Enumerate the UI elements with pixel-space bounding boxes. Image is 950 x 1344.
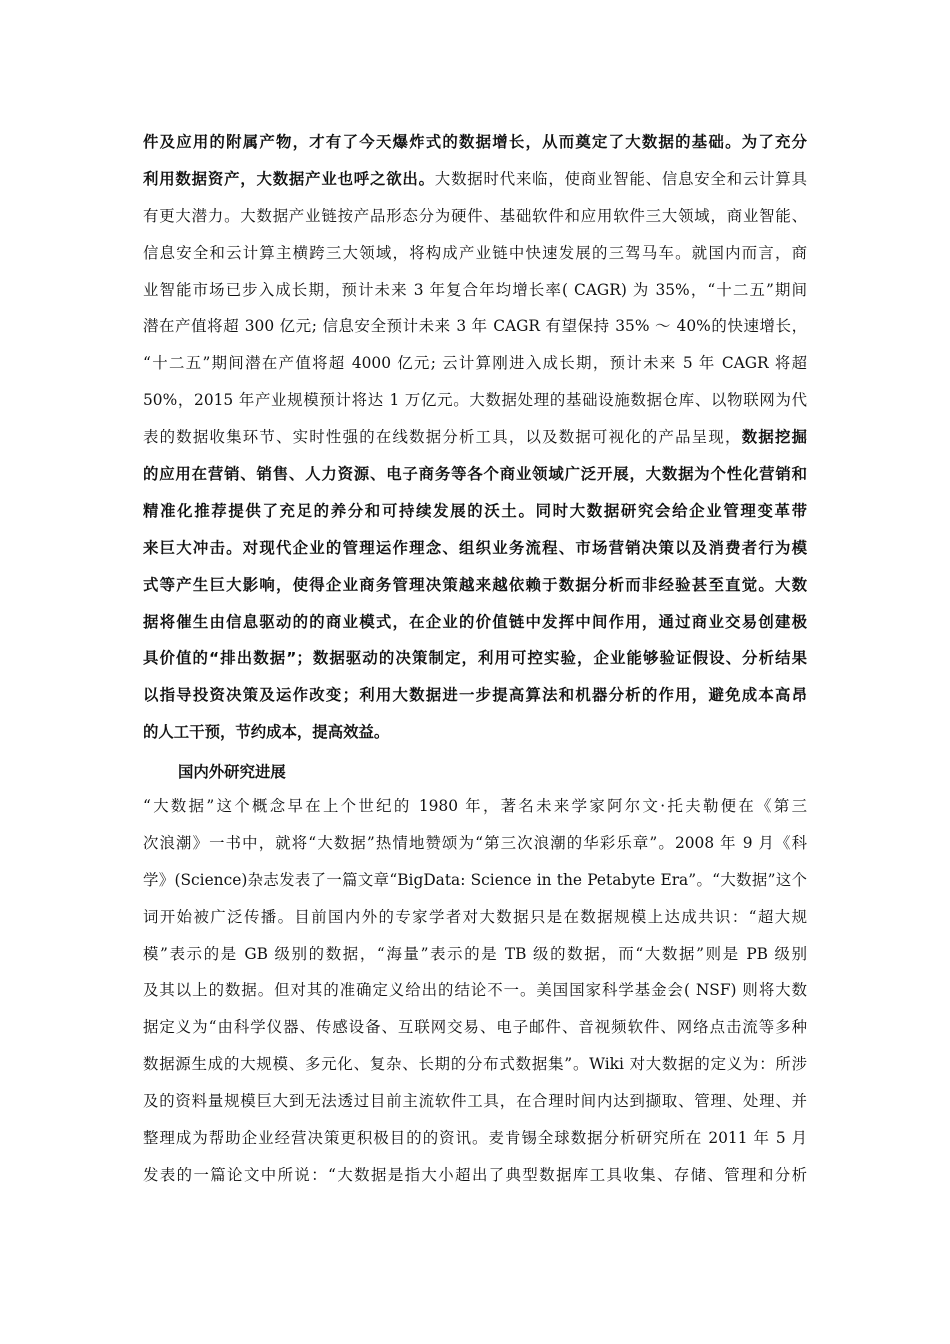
text-line <box>143 604 807 641</box>
text-run: 表的数据收集环节、实时性强的在线数据分析工具，以及数据可视化的产品呈现， <box>143 428 742 447</box>
section-heading: 国内外研究进展 <box>178 763 286 781</box>
bold-text-run: 的人工干预，节约成本，提高效益。 <box>143 723 390 742</box>
text-run: 数据源生成的大规模、多元化、复杂、长期的分布式数据集”。Wiki 对大数据的定义为：所涉 <box>143 1055 807 1074</box>
bold-text-run: 式等产生巨大影响，使得企业商务管理决策越来越依赖于数据分析而非经验甚至直觉。大数 <box>143 575 807 594</box>
text-line <box>143 1157 807 1194</box>
text-line <box>143 899 807 936</box>
text-line <box>143 198 807 235</box>
text-run: 词开始被广泛传播。目前国内外的专家学者对大数据只是在数据规模上达成共识：“超大规 <box>143 907 807 926</box>
text-run: 整理成为帮助企业经营决策更积极目的的资讯。麦肯锡全球数据分析研究所在 2011 年 5 月 <box>143 1129 807 1148</box>
text-run: 信息安全和云计算主横跨三大领域，将构成产业链中快速发展的三驾马车。就国内而言，商 <box>143 243 807 262</box>
text-line <box>143 1009 807 1046</box>
text-line <box>143 272 807 309</box>
text-line <box>143 161 807 198</box>
text-line <box>143 530 807 567</box>
text-line <box>143 936 807 973</box>
text-run: 及其以上的数据。但对其的准确定义给出的结论不一。美国国家科学基金会( NSF) 则将大数 <box>143 981 807 1000</box>
text-run: 业智能市场已步入成长期，预计未来 3 年复合年均增长率( CAGR) 为 35%，“十二五”期间 <box>143 280 807 299</box>
bold-text-run: 据将催生由信息驱动的的商业模式，在企业的价值链中发挥中间作用，通过商业交易创建极 <box>143 612 807 631</box>
text-line <box>143 235 807 272</box>
text-run: 及的资料量规模巨大到无法透过目前主流软件工具，在合理时间内达到撷取、管理、处理、并 <box>143 1092 807 1111</box>
text-run: 学》(Science)杂志发表了一篇文章“BigData: Science in the Petabyte Era”。“大数据”这个 <box>143 870 807 889</box>
text-line <box>143 788 807 825</box>
text-line <box>143 493 807 530</box>
text-run: “大数据”这个概念早在上个世纪的 1980 年，著名未来学家阿尔文·托夫勒便在《第三 <box>143 797 807 815</box>
bold-text-run: 具价值的“排出数据”；数据驱动的决策制定，利用可控实验，企业能够验证假设、分析结果 <box>143 649 807 668</box>
text-run: 有更大潜力。大数据产业链按产品形态分为硬件、基础软件和应用软件三大领域，商业智能、 <box>143 206 807 225</box>
bold-text-run: 来巨大冲击。对现代企业的管理运作理念、组织业务流程、市场营销决策以及消费者行为模 <box>143 538 807 557</box>
text-line <box>143 1083 807 1120</box>
text-line <box>143 345 807 382</box>
text-run: 发表的一篇论文中所说：“大数据是指大小超出了典型数据库工具收集、存储、管理和分析 <box>143 1165 807 1184</box>
text-line <box>143 567 807 604</box>
text-line <box>143 677 807 714</box>
text-line <box>143 825 807 862</box>
text-line <box>143 1046 807 1083</box>
text-line <box>143 862 807 899</box>
text-run: 据定义为“由科学仪器、传感设备、互联网交易、电子邮件、音视频软件、网络点击流等多种 <box>143 1018 807 1037</box>
text-line <box>143 124 807 161</box>
text-line <box>143 456 807 493</box>
text-line <box>143 382 807 419</box>
text-line <box>143 640 807 677</box>
text-line <box>143 714 807 751</box>
paragraph-research-progress <box>143 788 807 1194</box>
bold-text-run: 数据挖掘 <box>741 428 807 447</box>
text-run: 次浪潮》一书中，就将“大数据”热情地赞颂为“第三次浪潮的华彩乐章”。2008 年 9 月《科 <box>143 833 807 852</box>
bold-text-run: 件及应用的附属产物，才有了今天爆炸式的数据增长，从而奠定了大数据的基础。为了充分 <box>143 133 807 151</box>
text-line <box>143 308 807 345</box>
bold-text-run: 利用数据资产，大数据产业也呼之欲出。 <box>143 169 435 188</box>
text-line <box>143 1120 807 1157</box>
paragraph-big-data-industry <box>143 124 807 751</box>
bold-text-run: 的应用在营销、销售、人力资源、电子商务等各个商业领域广泛开展，大数据为个性化营销和 <box>143 465 807 484</box>
text-line <box>143 419 807 456</box>
text-run: 50%，2015 年产业规模预计将达 1 万亿元。大数据处理的基础设施数据仓库、以物联网为代 <box>143 391 807 410</box>
text-line <box>143 972 807 1009</box>
text-run: 模”表示的是 GB 级别的数据，“海量”表示的是 TB 级的数据，而“大数据”则是 PB 级别 <box>143 944 807 963</box>
bold-text-run: 精准化推荐提供了充足的养分和可持续发展的沃土。同时大数据研究会给企业管理变革带 <box>143 501 807 520</box>
text-run: “十二五”期间潜在产值将超 4000 亿元; 云计算刚进入成长期，预计未来 5 年 CAGR 将超 <box>143 354 807 373</box>
text-run: 大数据时代来临，使商业智能、信息安全和云计算具 <box>434 169 807 188</box>
text-run: 潜在产值将超 300 亿元; 信息安全预计未来 3 年 CAGR 有望保持 35% ～ 40%的快速增长， <box>143 317 807 336</box>
bold-text-run: 以指导投资决策及运作改变；利用大数据进一步提高算法和机器分析的作用，避免成本高昂 <box>143 686 807 705</box>
